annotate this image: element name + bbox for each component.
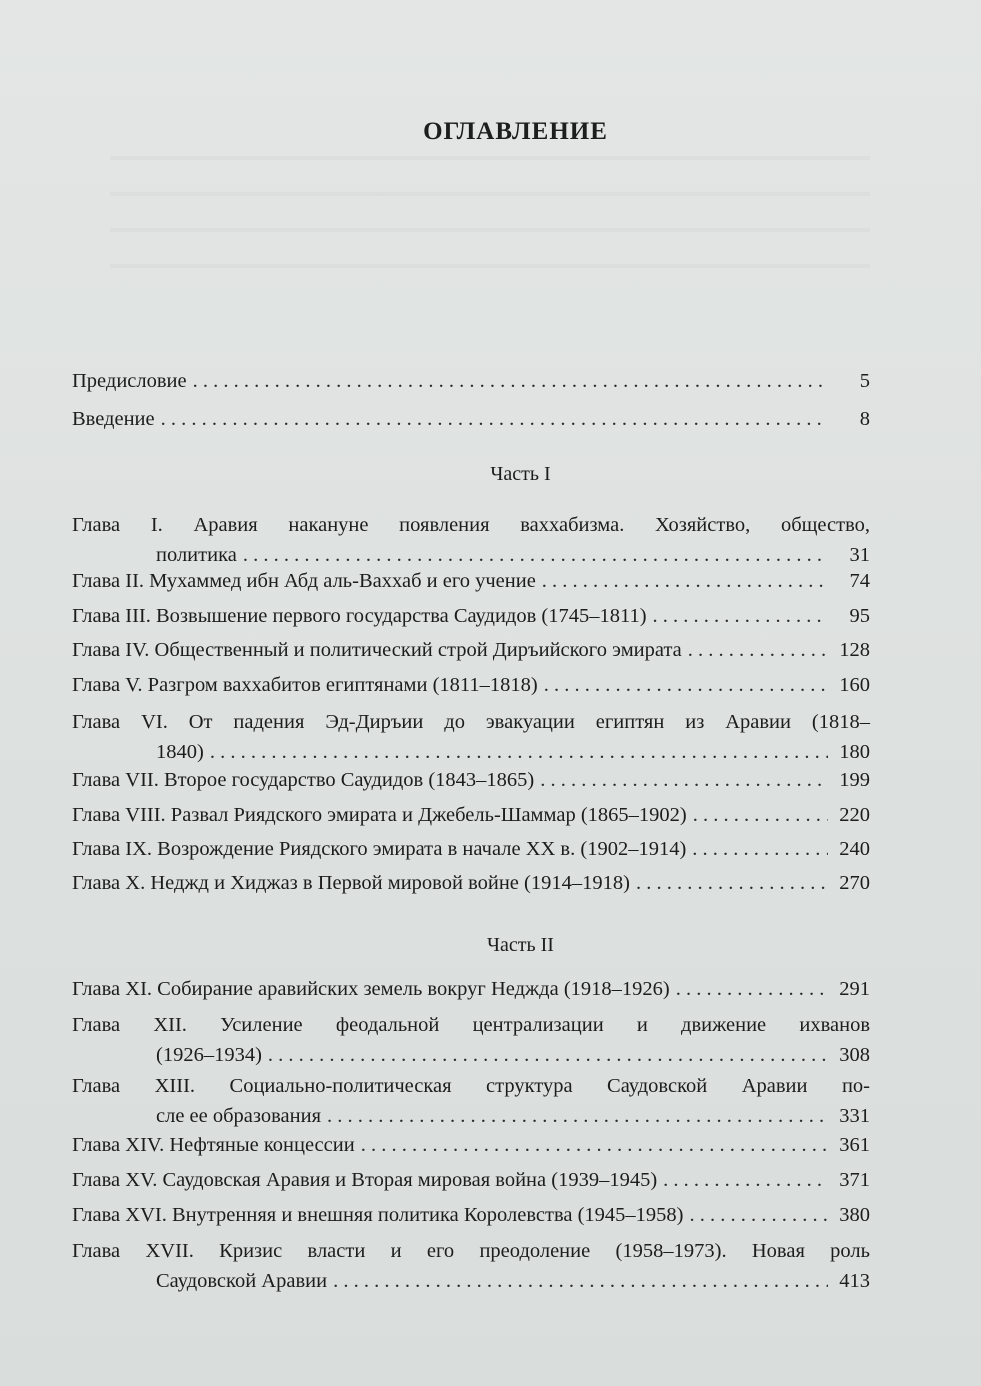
toc-entry-chapter-15[interactable] <box>72 1165 870 1195</box>
part-1-heading: Часть I <box>490 463 551 485</box>
part-2-heading: Часть II <box>487 934 554 956</box>
leader-dots <box>636 868 828 898</box>
entry-label: Глава VI. От падения Эд-Диръии до эвакуации египтян из Аравии (1818– <box>72 711 870 733</box>
page-number: 8 <box>859 408 870 430</box>
page-number: 371 <box>839 1169 870 1191</box>
page-number: 95 <box>849 605 870 627</box>
toc-entry-chapter-9[interactable] <box>72 834 870 864</box>
toc-entry-chapter-10[interactable] <box>72 868 870 898</box>
leader-dots <box>676 974 828 1004</box>
page-number: 270 <box>839 872 870 894</box>
entry-label: Глава II. Мухаммед ибн Абд аль-Ваххаб и его учение <box>72 570 536 592</box>
toc-entry-introduction[interactable] <box>72 404 870 434</box>
leader-dots <box>653 601 828 631</box>
toc-entry-chapter-13[interactable] <box>72 1071 870 1131</box>
leader-dots <box>268 1040 828 1070</box>
leader-dots <box>361 1130 828 1160</box>
leader-dots <box>333 1266 828 1296</box>
toc-entry-chapter-8[interactable] <box>72 800 870 830</box>
leader-dots <box>540 765 828 795</box>
toc-entry-chapter-12[interactable] <box>72 1010 870 1070</box>
toc-entry-chapter-17[interactable] <box>72 1236 870 1296</box>
entry-label: Глава XVI. Внутренняя и внешняя политика Королевства (1945–1958) <box>72 1204 684 1226</box>
toc-entry-chapter-2[interactable] <box>72 566 870 596</box>
leader-dots <box>692 834 828 864</box>
toc-entry-chapter-3[interactable] <box>72 601 870 631</box>
page-title: ОГЛАВЛЕНИЕ <box>423 118 608 145</box>
page-number: 160 <box>839 674 870 696</box>
page-number: 331 <box>839 1105 870 1127</box>
leader-dots <box>663 1165 828 1195</box>
page-number: 380 <box>839 1204 870 1226</box>
bleed-through-shading <box>110 130 870 300</box>
entry-label: Глава X. Неджд и Хиджаз в Первой мировой войне (1914–1918) <box>72 872 630 894</box>
toc-entry-chapter-1[interactable] <box>72 510 870 570</box>
page-number: 308 <box>839 1044 870 1066</box>
page-number: 74 <box>849 570 870 592</box>
leader-dots <box>193 366 828 396</box>
page-number: 199 <box>839 769 870 791</box>
toc-entry-chapter-5[interactable] <box>72 670 870 700</box>
entry-label-continued: (1926–1934) <box>156 1044 262 1066</box>
entry-label: Глава XVII. Кризис власти и его преодоление (1958–1973). Новая роль <box>72 1240 870 1262</box>
entry-label: Глава VII. Второе государство Саудидов (1843–1865) <box>72 769 535 791</box>
leader-dots <box>542 566 828 596</box>
leader-dots <box>161 404 828 434</box>
entry-label: Глава IX. Возрождение Риядского эмирата в начале XX в. (1902–1914) <box>72 838 687 860</box>
leader-dots <box>688 635 828 665</box>
leader-dots <box>544 670 828 700</box>
page-number: 180 <box>839 741 870 763</box>
toc-entry-chapter-14[interactable] <box>72 1130 870 1160</box>
page-number: 31 <box>849 544 870 566</box>
page-number: 413 <box>839 1270 870 1292</box>
entry-label: Глава XII. Усиление феодальной централизации и движение ихванов <box>72 1014 870 1036</box>
page-number: 291 <box>839 978 870 1000</box>
page-number: 240 <box>839 838 870 860</box>
entry-label: Глава XIV. Нефтяные концессии <box>72 1134 355 1156</box>
entry-label: Глава XI. Собирание аравийских земель вокруг Неджда (1918–1926) <box>72 978 670 1000</box>
toc-entry-preface[interactable] <box>72 366 870 396</box>
entry-label: Глава V. Разгром ваххабитов египтянами (1811–1818) <box>72 674 538 696</box>
entry-label: Глава VIII. Развал Риядского эмирата и Джебель-Шаммар (1865–1902) <box>72 804 687 826</box>
entry-label-continued: сле ее образования <box>156 1105 322 1127</box>
leader-dots <box>690 1200 829 1230</box>
page-number: 361 <box>839 1134 870 1156</box>
leader-dots <box>210 737 828 767</box>
toc-entry-chapter-7[interactable] <box>72 765 870 795</box>
page-number: 128 <box>839 639 870 661</box>
page-number: 220 <box>839 804 870 826</box>
toc-entry-chapter-11[interactable] <box>72 974 870 1004</box>
entry-label: Глава XV. Саудовская Аравия и Вторая мировая война (1939–1945) <box>72 1169 658 1191</box>
toc-entry-chapter-4[interactable] <box>72 635 870 665</box>
leader-dots <box>327 1101 828 1131</box>
toc-entry-chapter-16[interactable] <box>72 1200 870 1230</box>
entry-label: Глава I. Аравия накануне появления ваххабизма. Хозяйство, общество, <box>72 514 870 536</box>
entry-label: Глава XIII. Социально-политическая структура Саудовской Аравии по- <box>72 1075 870 1097</box>
entry-label: Глава IV. Общественный и политический строй Диръийского эмирата <box>72 639 682 661</box>
entry-label: Предисловие <box>72 370 187 392</box>
entry-label-continued: 1840) <box>156 741 204 763</box>
entry-label: Введение <box>72 408 155 430</box>
page-number: 5 <box>859 370 870 392</box>
entry-label-continued: Саудовской Аравии <box>156 1270 328 1292</box>
entry-label-continued: политика <box>156 544 237 566</box>
toc-entry-chapter-6[interactable] <box>72 707 870 767</box>
leader-dots <box>693 800 828 830</box>
entry-label: Глава III. Возвышение первого государства Саудидов (1745–1811) <box>72 605 647 627</box>
